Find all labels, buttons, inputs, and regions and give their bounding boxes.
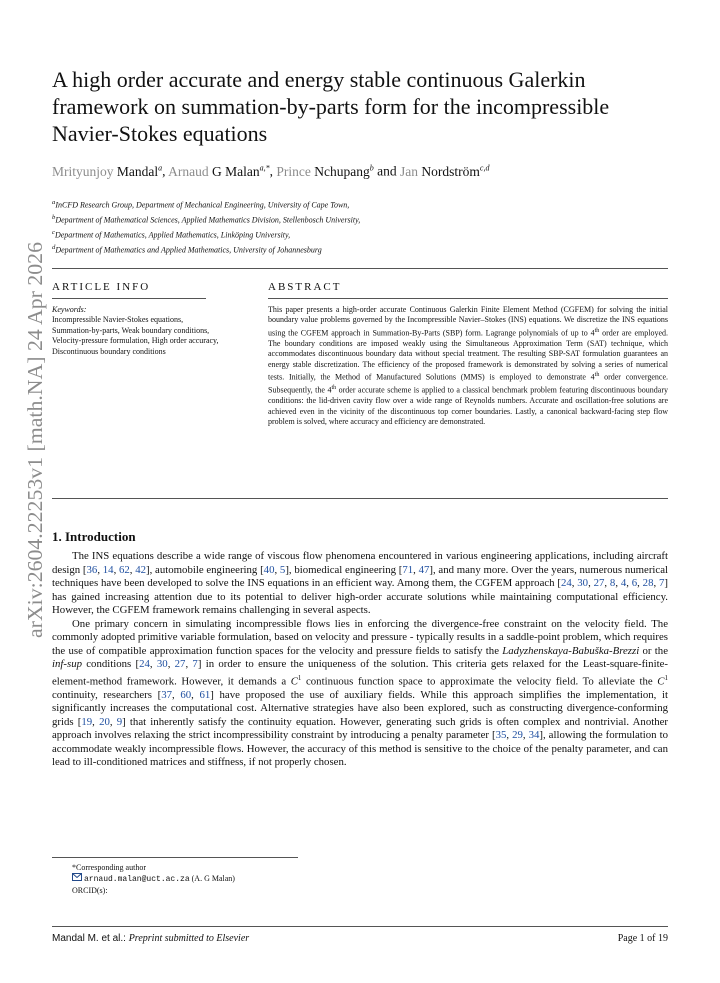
arxiv-identifier bbox=[22, 240, 48, 640]
email-suffix: (A. G Malan) bbox=[191, 874, 235, 883]
keywords-block: Keywords: Incompressible Navier-Stokes equations, Summation-by-parts, Weak boundary conditions, Velocity-pressure formulation, High order accuracy, Discontinuous boundary conditions bbox=[52, 305, 219, 356]
citation-link[interactable]: 30 bbox=[156, 658, 168, 670]
author-name: Mrityunjoy Mandal$^a$ bbox=[52, 163, 163, 179]
keywords-label: Keywords: bbox=[52, 305, 87, 314]
citation-link[interactable]: 4 bbox=[620, 577, 627, 589]
article-info-heading: ARTICLE INFO bbox=[52, 281, 151, 293]
abstract-heading: ABSTRACT bbox=[268, 281, 342, 293]
article-info-rule bbox=[52, 298, 206, 299]
email-link[interactable]: arnaud.malan@uct.ac.za bbox=[84, 875, 190, 884]
citation-link[interactable]: 7 bbox=[192, 658, 198, 670]
footnote bbox=[72, 862, 472, 896]
citation-link[interactable]: 36 bbox=[86, 563, 98, 576]
citation-link[interactable]: 37 bbox=[161, 688, 172, 701]
footnote-rule bbox=[52, 857, 298, 858]
introduction-body bbox=[52, 550, 668, 770]
citation-link[interactable]: 24 bbox=[139, 658, 150, 670]
citation-link[interactable]: 30 bbox=[577, 577, 589, 589]
page-number: Page 1 of 19 bbox=[617, 933, 668, 944]
citation-link[interactable]: 24 bbox=[560, 577, 572, 589]
citation-link[interactable]: 5 bbox=[279, 563, 286, 576]
author-name: Arnaud G Malan$^{a,*}$ bbox=[168, 163, 270, 179]
affiliation-c: $^c$Department of Mathematics, Applied Mathematics, Linköping University, bbox=[52, 229, 291, 240]
citation-link[interactable]: 27 bbox=[593, 577, 605, 589]
citation-link[interactable]: 20 bbox=[99, 715, 110, 728]
citation-link[interactable]: 34 bbox=[528, 729, 540, 742]
citation-link[interactable]: 19 bbox=[81, 715, 93, 728]
author-name: Jan Nordström$^{c,d}$ bbox=[400, 163, 490, 179]
affiliation-b: $^b$Department of Mathematical Sciences, Applied Mathematics Division, Stellenbosch University, bbox=[52, 214, 361, 225]
citation-link[interactable]: 60 bbox=[180, 688, 192, 701]
paper-title: A high order accurate and energy stable continuous Galerkin framework on summation-by-parts form for the incompressible Navier-Stokes equations bbox=[52, 67, 610, 146]
keyword-item: Summation-by-parts, Weak boundary conditions, Velocity-pressure formulation, High order accuracy, Discontinuous boundary conditions bbox=[52, 325, 219, 356]
keyword-item: Incompressible Navier-Stokes equations bbox=[52, 315, 182, 325]
footer-journal: Preprint submitted to Elsevier bbox=[128, 933, 250, 944]
citation-link[interactable]: 8 bbox=[609, 577, 616, 589]
citation-link[interactable]: 47 bbox=[418, 563, 430, 576]
citation-link[interactable]: 7 bbox=[658, 577, 665, 589]
affiliation-a: $^a$InCFD Research Group, Department of Mechanical Engineering, University of Cape Town, bbox=[52, 199, 350, 210]
citation-link[interactable]: 29 bbox=[512, 729, 523, 742]
footer-rule bbox=[52, 926, 668, 927]
affiliation-d: $^d$Department of Mathematics and Applied Mathematics, University of Johannesburg bbox=[52, 244, 322, 255]
citation-link[interactable]: 35 bbox=[495, 729, 507, 742]
orcid-label: ORCID(s): bbox=[72, 886, 108, 895]
citation-link[interactable]: 61 bbox=[199, 688, 211, 701]
citation-link[interactable]: 42 bbox=[135, 563, 147, 576]
arxiv-id-text: arXiv:2604.22253v1 [math.NA] 24 Apr 2026 bbox=[23, 256, 47, 638]
bottom-frontmatter-rule bbox=[52, 498, 668, 499]
citation-link[interactable]: 9 bbox=[116, 715, 123, 728]
citation-link[interactable]: 27 bbox=[174, 658, 186, 670]
abstract-rule bbox=[268, 298, 668, 299]
abstract-text: This paper presents a high-order accurate Continuous Galerkin Finite Element Method (CGFEM) for solving the initial boundary value problems governed by the Incompressible Navier–Stokes (INS) equations. We discretize the INS equations using the CGFEM approach in Summation-By-Parts (SBP) form. Lagrange polynomials of up to 4th order are employed. The boundary conditions are imposed weakly using the Simultaneous Approximation Term (SAT) technique, which accommodates discontinuous boundary data without special treatment. The resulting SBP-SAT formulation guarantees an energy stable discretization. The efficiency of the proposed framework is demonstrated by solving a series of numerical tests. Initially, the Method of Manufactured Solutions (MMS) is employed to demonstrate 4th order convergence. Subsequently, the 4th order accurate scheme is applied to a classical benchmark problem featuring discontinuous boundary conditions: the lid-driven cavity flow over a wide range of Reynolds numbers. Accurate and oscillation-free solutions are achieved even in the vicinity of the discontinuous top corner boundaries. Lastly, a canonical backward-facing step flow problem is solved, where accuracy and efficiency are demonstrated. bbox=[268, 305, 668, 427]
corresponding-author-note: *Corresponding author bbox=[72, 863, 146, 872]
citation-link[interactable]: 71 bbox=[402, 563, 414, 576]
section-heading-introduction: 1. Introduction bbox=[52, 529, 136, 544]
citation-link[interactable]: 14 bbox=[102, 563, 114, 576]
paragraph: One primary concern in simulating incompressible flows lies in enforcing the divergence-free constraint on the velocity field. The commonly adopted primitive variable formulation, based on velocity and pressure - typically results in a saddle-point problem, which requires the use of compatible approximation function spaces for the velocity and pressure fields to satisfy the Ladyzhenskaya-Babuška-Brezzi or the inf-sup conditions [24, 30, 27, 7] in order to ensure the uniqueness of the solution. This criteria gets relaxed for the Least-square-finite-element-method framework. However, it demands a $C^1$ continuous function space to approximate the velocity field. To alleviate the $C^1$ continuity, researchers [37, 60, 61] have proposed the use of auxiliary fields. While this approach simplifies the implementation, it significantly increases the computational cost. Alternative strategies have also been explored, such as constructing divergence-conforming grids [19, 20, 9] that inherently satisfy the continuity equation. However, generating such grids is often complex and nontrivial. Another approach involves relaxing the strict incompressibility constraint by introducing a penalty parameter [35, 29, 34], allowing the formulation to accommodate weakly incompressible flows. However, the accuracy of this method is sensitive to the choice of the penalty parameter, and can lead to ill-conditioned matrices and stiffness, if not properly chosen. bbox=[52, 617, 669, 769]
author-name: Prince Nchupang$^b$ bbox=[276, 163, 374, 179]
citation-link[interactable]: 40 bbox=[263, 563, 275, 576]
top-rule bbox=[52, 268, 668, 269]
author-list: Mrityunjoy Mandal$^a$, Arnaud G Malan$^{a,*}$, Prince Nchupang$^b$ and Jan Nordström$^{c,d}$ bbox=[52, 163, 490, 179]
paragraph: The INS equations describe a wide range of viscous flow phenomena encountered in various engineering applications, including aircraft design [36, 14, 62, 42], automobile engineering [40, 5], biomedical engineering [71, 47], and many more. Over the years, numerous numerical techniques have been developed to solve the INS equations in an efficient way. Among them, the CGFEM approach [24, 30, 27, 8, 4, 6, 28, 7] has gained increasing attention due to its potential to deliver high-order accurate solutions while maintaining computational efficiency. However, the CGFEM framework remains challenging in several aspects. bbox=[52, 550, 668, 616]
citation-link[interactable]: 28 bbox=[642, 577, 654, 589]
footer-authors: Mandal M. et al.: bbox=[52, 933, 129, 944]
citation-link[interactable]: 6 bbox=[631, 577, 638, 589]
citation-link[interactable]: 62 bbox=[119, 563, 130, 576]
envelope-icon bbox=[72, 874, 84, 883]
page-footer bbox=[52, 933, 668, 944]
